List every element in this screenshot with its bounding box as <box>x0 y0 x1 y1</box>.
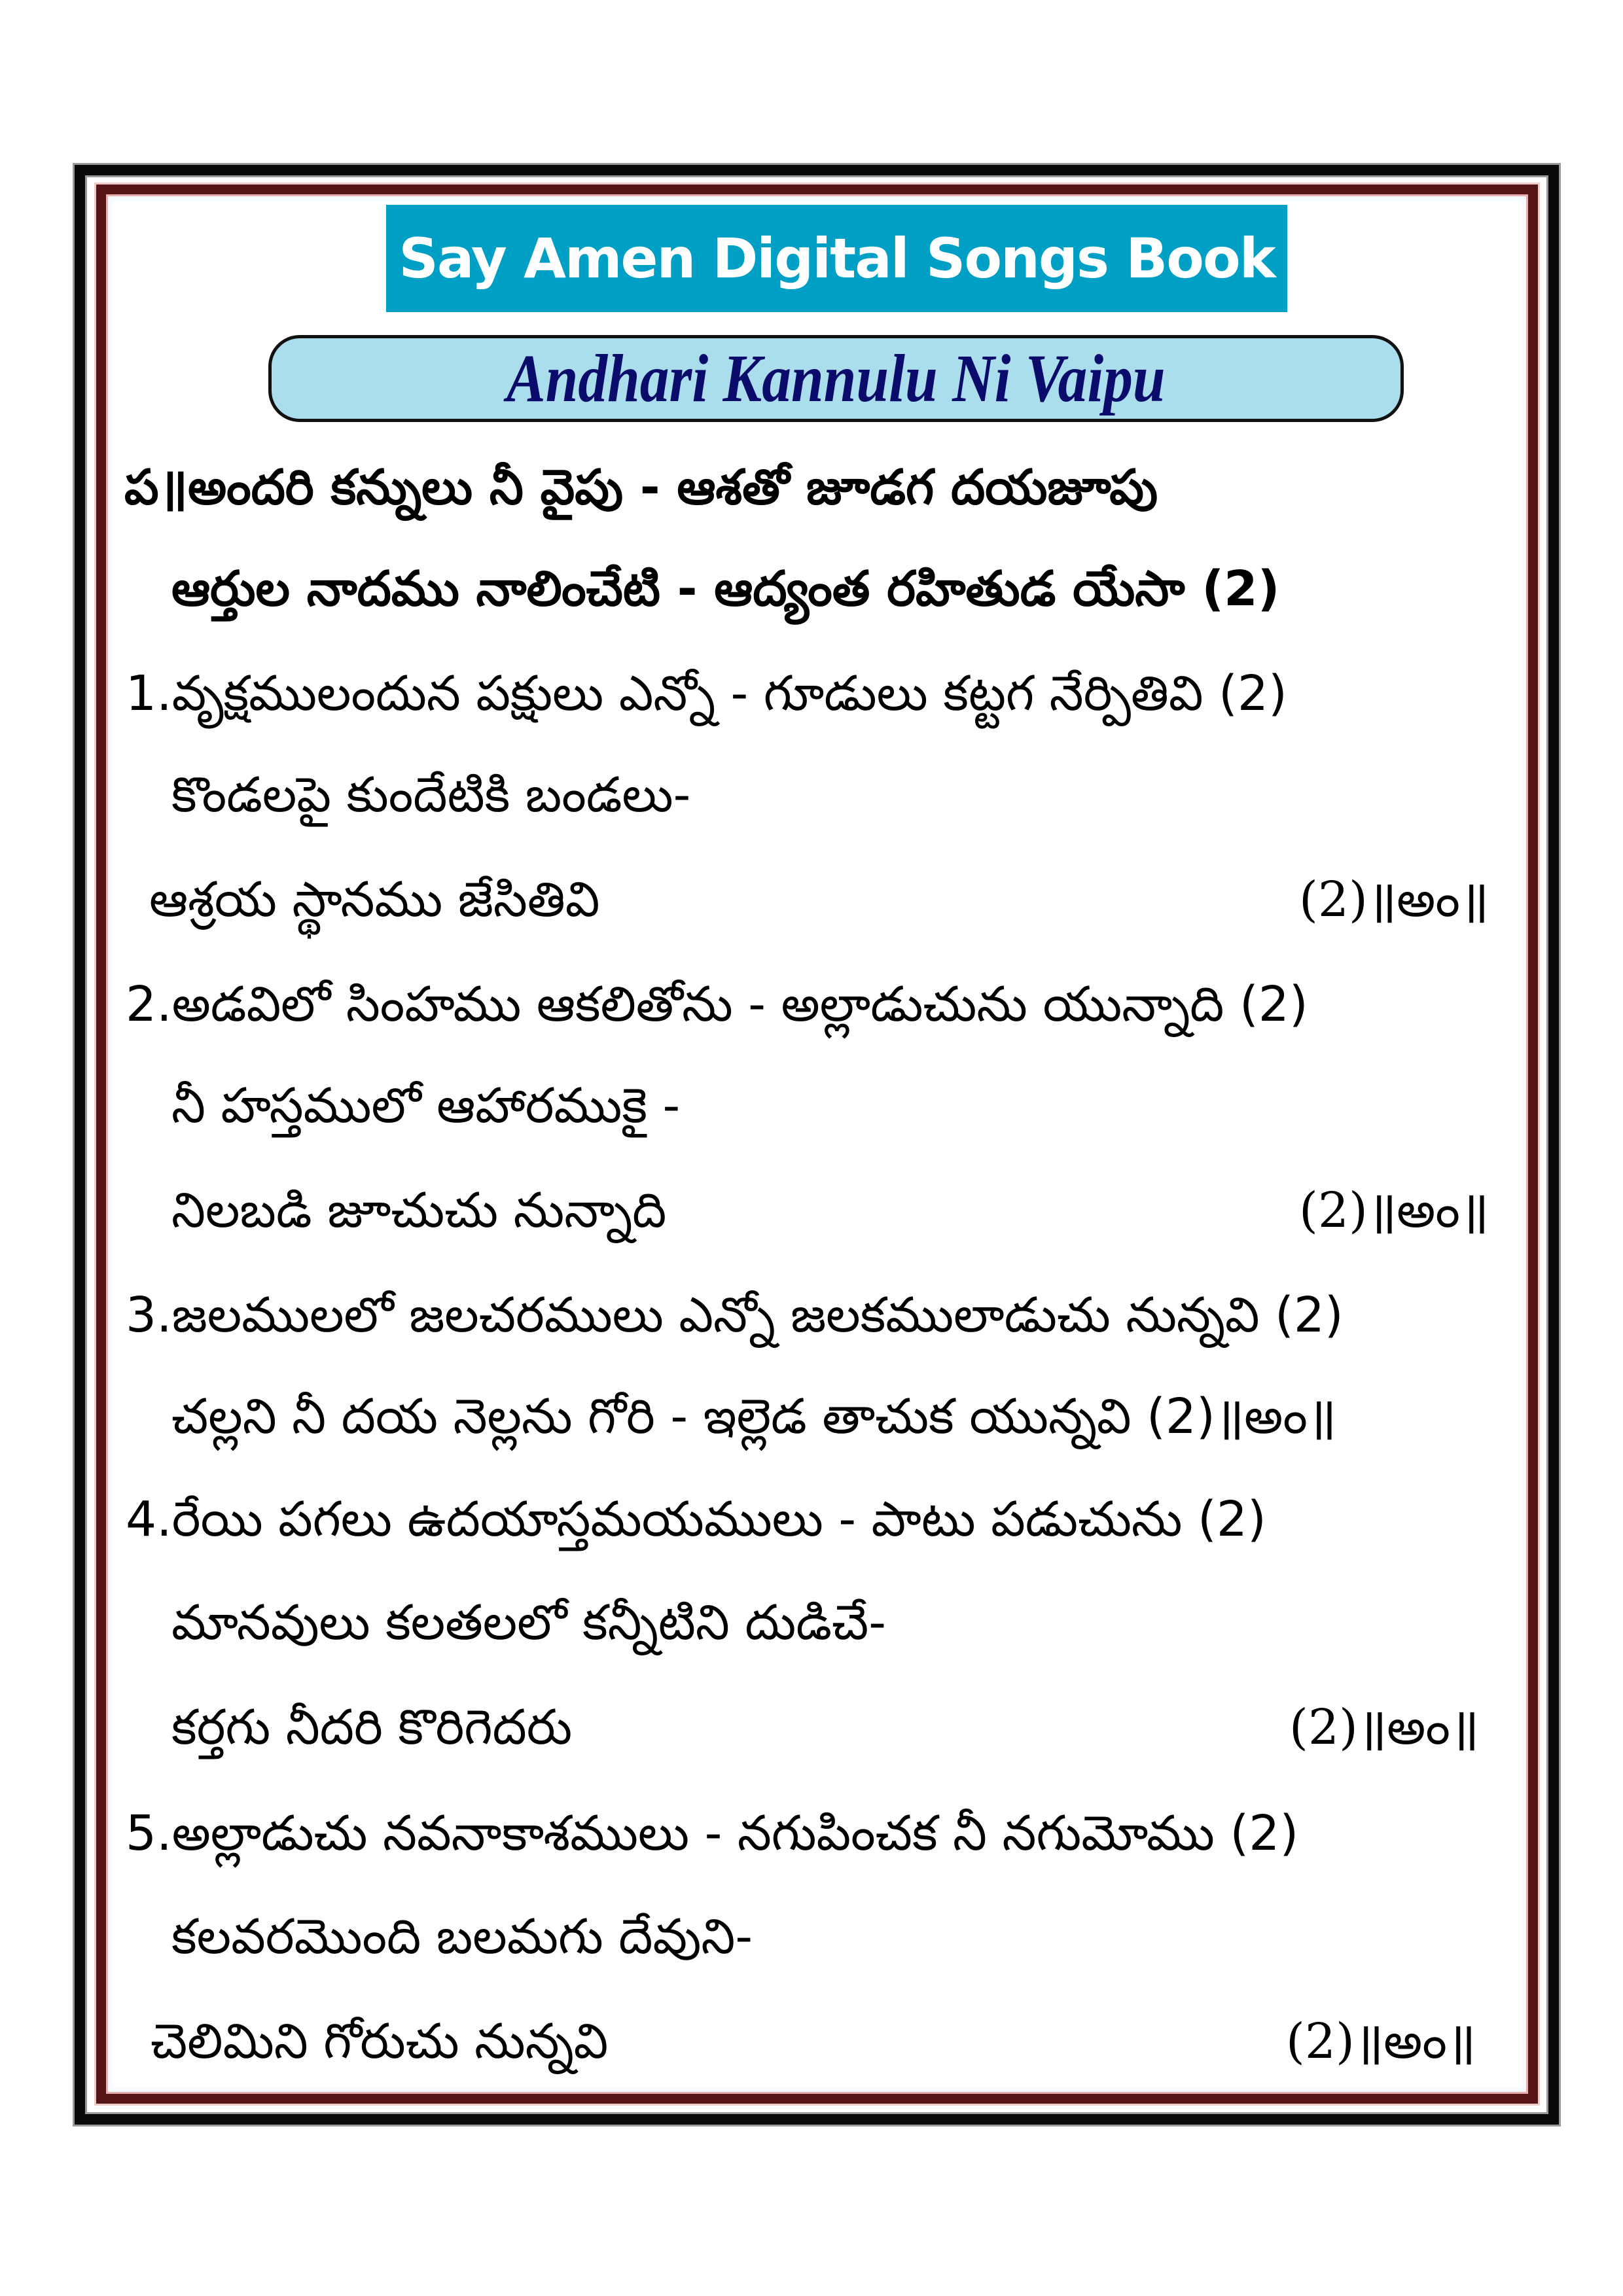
verse-line-text: కొండలపై కుందేటికి బండలు- <box>171 767 691 823</box>
refrain-marker: (2)॥అం॥ <box>1299 872 1489 928</box>
verse-2-line <box>171 1067 680 1145</box>
song-title-box <box>268 335 1404 422</box>
verse-5-line <box>171 1898 753 1976</box>
verse-3-line <box>126 1276 1344 1354</box>
verse-line-text: చెలిమిని గోరుచు నున్నవి <box>151 2013 609 2070</box>
pallavi-line-text: ఆర్తుల నాదము నాలించేటి - ఆద్యంత రహితుడ యేసా (2) <box>171 561 1280 617</box>
verse-line-text: ఆశ్రయ స్థానము జేసితివి <box>149 872 600 928</box>
verse-1-line <box>171 756 690 834</box>
verse-line-text: వృక్షములందున పక్షులు ఎన్నో - గూడులు కట్టగ నేర్పితివి (2) <box>171 665 1287 722</box>
refrain-marker: (2)॥అం॥ <box>1286 2013 1476 2070</box>
verse-line-text: నిలబడి జూచుచు నున్నాది <box>171 1182 667 1239</box>
verse-line-text: అడవిలో సింహము ఆకలితోను - అల్లాడుచును యున్నాది (2) <box>171 976 1308 1033</box>
verse-number: 3. <box>126 1287 172 1343</box>
banner-title: Say Amen Digital Songs Book <box>399 226 1275 291</box>
verse-number: 2. <box>126 976 172 1033</box>
verse-number: 4. <box>126 1491 172 1547</box>
verse-line-text: కలవరమొంది బలమగు దేవుని- <box>171 1909 753 1965</box>
verse-5-line <box>151 2002 608 2081</box>
pallavi-line <box>171 550 1279 628</box>
verse-2-line <box>171 1171 666 1250</box>
verse-1-line <box>126 654 1287 733</box>
verse-line-text: మానవులు కలతలలో కన్నీటిని దుడిచే- <box>171 1595 886 1651</box>
refrain-marker: (2)॥అం॥ <box>1299 1182 1489 1239</box>
pallavi-line <box>124 448 1158 527</box>
verse-line-text: కర్తగు నీదరి కొరిగెదరు <box>171 1699 573 1756</box>
refrain-marker: (2)॥అం॥ <box>1289 1699 1480 1756</box>
verse-4-line <box>171 1688 572 1767</box>
pallavi-line-text: ప॥అందరి కన్నులు నీ వైపు - ఆశతో జూడగ దయజూపు <box>124 459 1158 516</box>
verse-1-line <box>149 860 599 939</box>
song-title: Andhari Kannulu Ni Vaipu <box>507 341 1166 416</box>
verse-4-line <box>126 1480 1266 1559</box>
verse-line-text: జలములలో జలచరములు ఎన్నో జలకములాడుచు నున్నవి (2) <box>171 1287 1344 1343</box>
verse-line-text: చల్లని నీ దయ నెల్లను గోరి - ఇల్లెడ తాచుక యున్నవి (2)॥అం॥ <box>171 1388 1337 1445</box>
verse-number: 5. <box>126 1805 172 1862</box>
verse-line-text: రేయి పగలు ఉదయాస్తమయములు - పాటు పడుచును (2) <box>171 1491 1266 1547</box>
songbook-banner <box>386 205 1287 312</box>
verse-3-line <box>171 1377 1336 1456</box>
verse-4-line <box>171 1583 886 1662</box>
verse-line-text: నీ హస్తములో ఆహారముకై - <box>171 1078 681 1134</box>
verse-5-line <box>126 1794 1298 1873</box>
verse-2-line <box>126 965 1308 1044</box>
verse-line-text: అల్లాడుచు నవనాకాశములు - నగుపించక నీ నగుమోము (2) <box>171 1805 1299 1862</box>
verse-number: 1. <box>126 665 172 722</box>
